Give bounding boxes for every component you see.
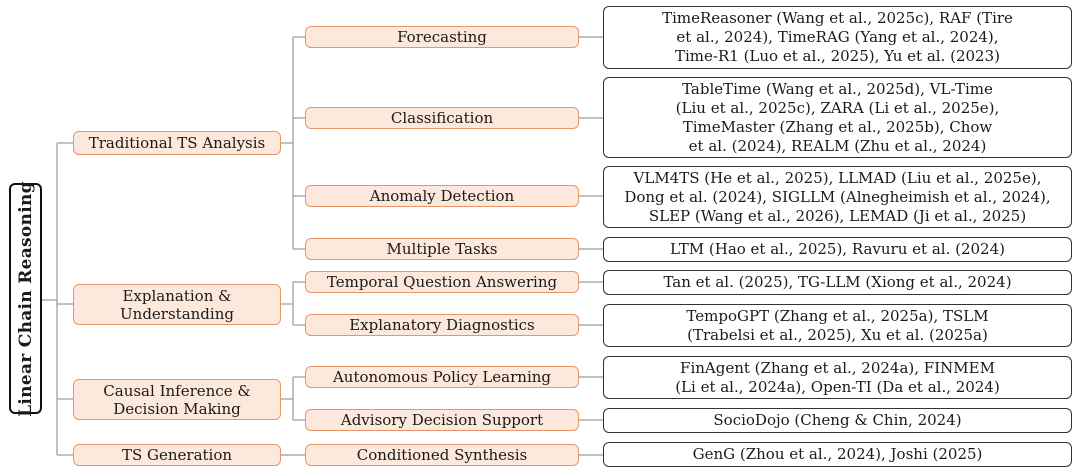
root-label: Linear Chain Reasoning (15, 180, 36, 417)
subcategory-advisory-decision-support: Advisory Decision Support (305, 409, 579, 431)
refs-advisory-decision-support: SocioDojo (Cheng & Chin, 2024) (603, 408, 1072, 433)
category-ts-generation: TS Generation (73, 444, 281, 466)
refs-classification: TableTime (Wang et al., 2025d), VL-Time (Liu et al., 2025c), ZARA (Li et al., 2025e), TimeMaster (Zhang et al., 2025b), Chow et al. (2024), REALM (Zhu et al., 2024) (603, 77, 1072, 158)
subcategory-anomaly-detection: Anomaly Detection (305, 185, 579, 207)
refs-explanatory-diagnostics: TempoGPT (Zhang et al., 2025a), TSLM (Trabelsi et al., 2025), Xu et al. (2025a) (603, 304, 1072, 347)
refs-multiple-tasks: LTM (Hao et al., 2025), Ravuru et al. (2024) (603, 237, 1072, 262)
refs-autonomous-policy-learning: FinAgent (Zhang et al., 2024a), FINMEM (Li et al., 2024a), Open-TI (Da et al., 2024) (603, 356, 1072, 399)
subcategory-forecasting: Forecasting (305, 26, 579, 48)
subcategory-conditioned-synthesis: Conditioned Synthesis (305, 444, 579, 466)
subcategory-multiple-tasks: Multiple Tasks (305, 238, 579, 260)
refs-anomaly-detection: VLM4TS (He et al., 2025), LLMAD (Liu et al., 2025e), Dong et al. (2024), SIGLLM (Alnegheimish et al., 2024), SLEP (Wang et al., 2026), LEMAD (Ji et al., 2025) (603, 166, 1072, 228)
category-traditional-ts-analysis: Traditional TS Analysis (73, 131, 281, 155)
subcategory-classification: Classification (305, 107, 579, 129)
category-causal-inference-decision-making: Causal Inference & Decision Making (73, 379, 281, 420)
refs-conditioned-synthesis: GenG (Zhou et al., 2024), Joshi (2025) (603, 442, 1072, 467)
subcategory-autonomous-policy-learning: Autonomous Policy Learning (305, 366, 579, 388)
refs-forecasting: TimeReasoner (Wang et al., 2025c), RAF (Tire et al., 2024), TimeRAG (Yang et al., 2024), Time-R1 (Luo et al., 2025), Yu et al. (2023) (603, 6, 1072, 69)
refs-temporal-question-answering: Tan et al. (2025), TG-LLM (Xiong et al., 2024) (603, 270, 1072, 295)
subcategory-explanatory-diagnostics: Explanatory Diagnostics (305, 314, 579, 336)
root-node (9, 180, 42, 417)
category-explanation-understanding: Explanation & Understanding (73, 284, 281, 325)
subcategory-temporal-question-answering: Temporal Question Answering (305, 271, 579, 293)
